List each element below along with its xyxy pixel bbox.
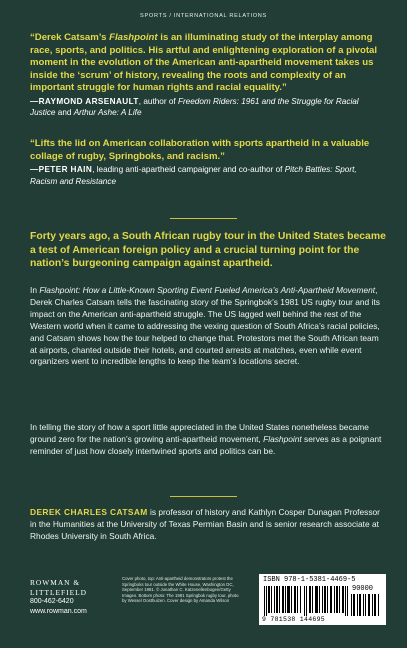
- author-bio: DEREK CHARLES CATSAM is professor of history and Kathlyn Cosper Dunagan Professor in the Humanities at the University of Texas Permian Basin and is senior research associate at Rhodes University in South Africa.: [30, 507, 380, 541]
- addon-barcode-bars: [351, 594, 381, 616]
- isbn-label: ISBN 978-1-5381-4469-5: [263, 576, 356, 584]
- endorsement-quote: “Lifts the lid on American collaboration with sports apartheid in a valuable collage of rugby, Springboks, and racism.”: [30, 138, 370, 162]
- publisher-logo-line2: LITTLEFIELD: [30, 587, 87, 597]
- description-paragraph-1: In Flashpoint: How a Little-Known Sporting Event Fueled America’s Anti-Apartheid Movement, Derek Charles Catsam tells the fascinating story of the Springbok’s 1981 US rugby tour and its impact on the American anti-apartheid struggle. The US lagged well behind the rest of the Western world when it came to addressing the vexing question of South Africa’s racial policies, and Catsam shows how the tour helped to change that. Protestors met the South African team at airports, chanted outside their hotels, and courted arrests at matches, even while event organizers went to incredible lengths to keep the team’s locations secret.: [30, 285, 380, 367]
- endorsement-attribution: —RAYMOND ARSENAULT, author of Freedom Riders: 1961 and the Struggle for Racial Justice and Arthur Ashe: A Life: [30, 96, 359, 118]
- barcode-bars: [264, 586, 348, 616]
- endorsement-attribution: —PETER HAIN, leading anti-apartheid campaigner and co-author of Pitch Battles: Sport, Racism and Resistance: [30, 165, 357, 186]
- publisher-website: www.rowman.com: [30, 608, 87, 616]
- cover-credits: Cover photo, top: Anti-apartheid demonstrators protest the Springboks tour outside the White House, Washington DC, September 1981. © Jonathan C. Katzenellenbogen/Getty Images. Bottom photo: The 1981 Springbok rugby tour, photo by Wessel Oosthuizen. Cover design by Amanda Wilson: [122, 576, 239, 604]
- description-paragraph-2: In telling the story of how a sport little appreciated in the United States nonetheless became ground zero for the nation’s growing anti-apartheid movement, Flashpoint serves as a poignant reminder of just how closely intertwined sports and politics can be.: [30, 422, 382, 456]
- divider-bottom: [170, 496, 237, 497]
- endorsement-arsenault: [30, 32, 384, 119]
- isbn-barcode: [259, 574, 386, 625]
- barcode-digits: 9 781538 144695: [262, 616, 326, 623]
- divider-top: [170, 218, 237, 219]
- publisher-block: [30, 578, 110, 617]
- price-code: 90000: [352, 585, 374, 593]
- endorsement-hain: [30, 138, 384, 187]
- publisher-logo: ROWMAN &: [30, 578, 81, 587]
- author-name: DEREK CHARLES CATSAM: [30, 507, 148, 517]
- endorsement-quote: “Derek Catsam’s Flashpoint is an illuminating study of the interplay among race, sports, and politics. His artful and enlightening exploration of a pivotal moment in the evolution of the American anti-apartheid movement takes us inside the ‘scrum’ of history, revealing the roots and complexity of an important struggle for human rights and racial equality.”: [30, 32, 378, 94]
- publisher-phone: 800-462-6420: [30, 598, 74, 606]
- lead-paragraph: Forty years ago, a South African rugby tour in the United States became a test of American foreign policy and a crucial turning point for the nation’s burgeoning campaign against apartheid.: [30, 231, 386, 270]
- category-label: SPORTS / INTERNATIONAL RELATIONS: [140, 13, 267, 19]
